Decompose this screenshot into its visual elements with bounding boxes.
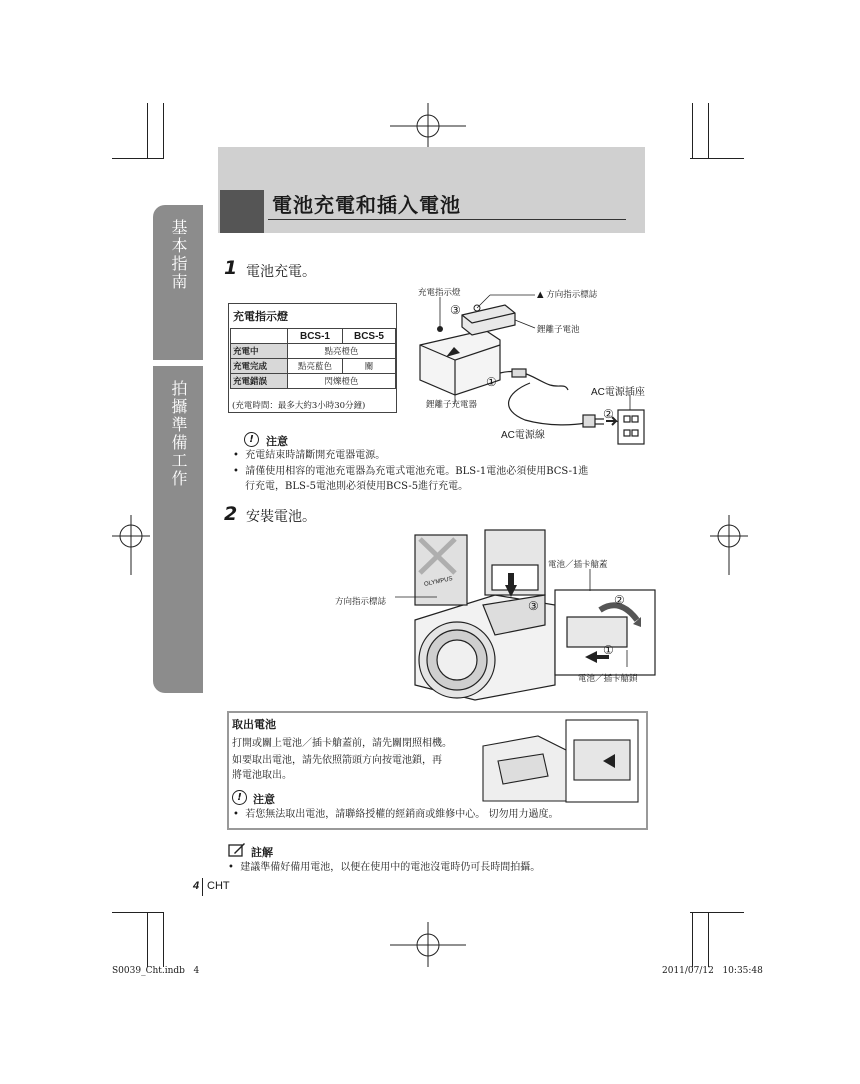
callout-2-fig2: ② — [614, 593, 625, 607]
step-1-text: 電池充電。 — [246, 264, 316, 280]
header-block — [220, 190, 264, 233]
removal-text: 打開或關上電池／插卡艙蓋前，請先關閉照相機。 — [232, 738, 452, 749]
label-liion-charger: 鋰離子充電器 — [426, 400, 478, 410]
charger-illustration — [400, 285, 650, 445]
callout-3: ③ — [450, 303, 461, 317]
column-header: BCS-1 — [288, 329, 343, 344]
notes-pencil-icon — [228, 842, 246, 858]
column-header: BCS-5 — [343, 329, 396, 344]
footer-divider — [202, 878, 203, 896]
charge-time-note: (充電時間：最多大約3小時30分鐘) — [232, 401, 366, 411]
label-liion-battery: 鋰離子電池 — [537, 325, 580, 335]
removal-text: 如要取出電池，請先依照箭頭方向按電池鎖，再 — [232, 755, 442, 766]
print-timestamp: 2011/07/12 10:35:48 — [662, 966, 763, 976]
label-battery-cover: 電池／插卡艙蓋 — [548, 560, 608, 570]
notes-bullet: • 建議準備好備用電池，以便在使用中的電池沒電時仍可長時間拍攝。 — [228, 862, 541, 873]
caution-label-2: 注意 — [253, 793, 275, 806]
label-direction-mark: ▲ 方向指示標誌 — [537, 290, 598, 300]
removal-illustration — [478, 716, 640, 806]
page-title: 電池充電和插入電池 — [272, 193, 461, 217]
table-row: 充電中 點亮橙色 — [231, 344, 396, 359]
label-ac-outlet: AC電源插座 — [591, 387, 645, 398]
removal-text: 將電池取出。 — [232, 770, 292, 781]
table-row: 充電錯誤 閃爍橙色 — [231, 374, 396, 389]
page-number: 4 — [193, 880, 200, 892]
label-charge-lamp: 充電指示燈 — [418, 288, 461, 298]
callout-3-fig2: ③ — [528, 599, 539, 613]
label-battery-lock: 電池／插卡艙鎖 — [578, 674, 638, 684]
side-tab-preparation[interactable]: 拍攝準備工作 — [153, 366, 203, 693]
caution-icon-2: ! — [232, 790, 247, 805]
callout-1: ① — [486, 375, 497, 389]
language-code: CHT — [207, 880, 230, 892]
notes-label: 註解 — [251, 846, 273, 859]
brand-wordmark: OLYMPUS — [423, 576, 454, 588]
removal-caution-bullet: • 若您無法取出電池，請聯絡授權的經銷商或維修中心。 切勿用力過度。 — [233, 809, 559, 820]
label-direction-mark-2: 方向指示標誌 — [335, 597, 387, 607]
callout-1-fig2: ① — [603, 643, 614, 657]
title-rule — [268, 219, 626, 220]
step-1-number: 1 — [224, 257, 238, 279]
removal-title: 取出電池 — [232, 718, 276, 731]
file-slug: S0039_Cht.indb 4 — [112, 966, 200, 976]
caution-icon: ! — [244, 432, 259, 447]
table-row: 充電完成 點亮藍色 關 — [231, 359, 396, 374]
charge-table-title: 充電指示燈 — [233, 310, 288, 323]
caution-bullet-cont: 行充電，BLS-5電池則必須使用BCS-5進行充電。 — [245, 481, 469, 492]
step-2-number: 2 — [224, 503, 238, 525]
label-ac-cable: AC電源線 — [501, 430, 545, 441]
caution-label: 注意 — [266, 435, 288, 448]
step-2-text: 安裝電池。 — [246, 509, 316, 525]
callout-2: ② — [603, 407, 614, 421]
caution-bullet: • 請僅使用相容的電池充電器為充電式電池充電。BLS-1電池必須使用BCS-1進 — [233, 466, 589, 477]
caution-bullet: • 充電結束時請斷開充電器電源。 — [233, 450, 386, 461]
side-tab-basic-guide[interactable]: 基本指南 — [153, 205, 203, 360]
charge-table — [230, 328, 396, 389]
